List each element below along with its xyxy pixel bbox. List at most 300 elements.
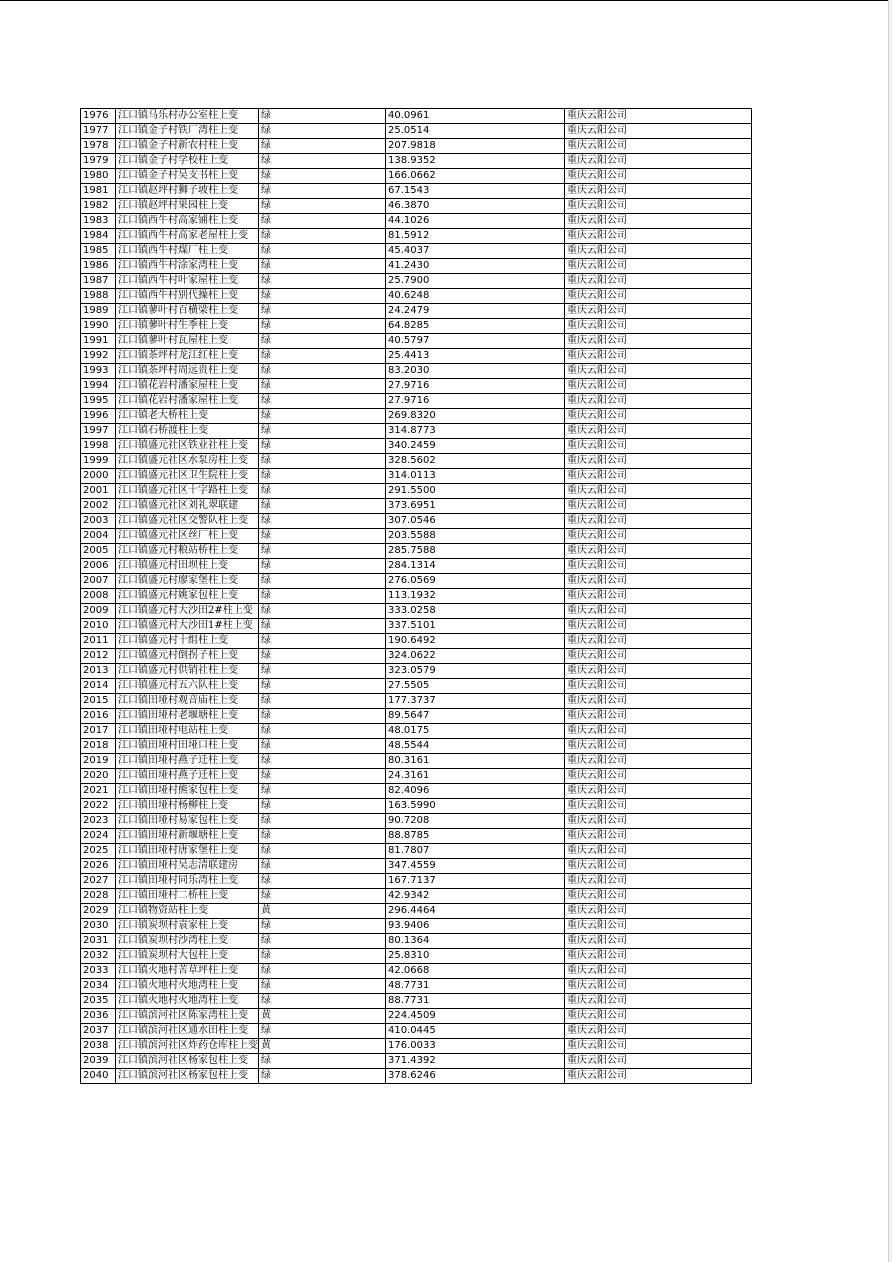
table-row — [81, 529, 752, 544]
status-cell: 绿 — [259, 979, 386, 994]
table-row — [81, 349, 752, 364]
company-cell: 重庆云阳公司 — [565, 874, 752, 889]
row-number-cell: 2039 — [81, 1054, 116, 1069]
table-row — [81, 559, 752, 574]
company-cell: 重庆云阳公司 — [565, 529, 752, 544]
status-cell: 绿 — [259, 739, 386, 754]
transformer-name-cell: 江口镇炭坝村袁家柱上变 — [116, 919, 259, 934]
transformer-name-cell: 江口镇盛元村粮站桥柱上变 — [116, 544, 259, 559]
row-number-cell: 2029 — [81, 904, 116, 919]
status-cell: 绿 — [259, 829, 386, 844]
row-number-cell: 1997 — [81, 424, 116, 439]
capacity-cell: 113.1932 — [386, 589, 565, 604]
status-cell: 绿 — [259, 694, 386, 709]
table-row — [81, 184, 752, 199]
row-number-cell: 1979 — [81, 154, 116, 169]
row-number-cell: 2001 — [81, 484, 116, 499]
company-cell: 重庆云阳公司 — [565, 1054, 752, 1069]
company-cell: 重庆云阳公司 — [565, 589, 752, 604]
table-row — [81, 139, 752, 154]
row-number-cell: 1995 — [81, 394, 116, 409]
row-number-cell: 2032 — [81, 949, 116, 964]
transformer-name-cell: 江口镇金子村学校柱上变 — [116, 154, 259, 169]
company-cell: 重庆云阳公司 — [565, 289, 752, 304]
row-number-cell: 2034 — [81, 979, 116, 994]
company-cell: 重庆云阳公司 — [565, 994, 752, 1009]
transformer-name-cell: 江口镇盛元村姚家包柱上变 — [116, 589, 259, 604]
transformer-name-cell: 江口镇马乐村办公室柱上变 — [116, 109, 259, 124]
table-row — [81, 499, 752, 514]
row-number-cell: 2031 — [81, 934, 116, 949]
company-cell: 重庆云阳公司 — [565, 829, 752, 844]
status-cell: 绿 — [259, 364, 386, 379]
transformer-name-cell: 江口镇田垭村电站柱上变 — [116, 724, 259, 739]
row-number-cell: 1980 — [81, 169, 116, 184]
transformer-name-cell: 江口镇盛元社区交警队柱上变 — [116, 514, 259, 529]
status-cell: 绿 — [259, 454, 386, 469]
company-cell: 重庆云阳公司 — [565, 199, 752, 214]
transformer-name-cell: 江口镇蓼叶村生季柱上变 — [116, 319, 259, 334]
company-cell: 重庆云阳公司 — [565, 439, 752, 454]
transformer-name-cell: 江口镇盛元村大沙田1#柱上变 — [116, 619, 259, 634]
row-number-cell: 2013 — [81, 664, 116, 679]
capacity-cell: 48.7731 — [386, 979, 565, 994]
company-cell: 重庆云阳公司 — [565, 679, 752, 694]
row-number-cell: 2019 — [81, 754, 116, 769]
status-cell: 绿 — [259, 409, 386, 424]
status-cell: 绿 — [259, 604, 386, 619]
transformer-name-cell: 江口镇蓼叶村瓦屋柱上变 — [116, 334, 259, 349]
transformer-name-cell: 江口镇盛元社区水泵房柱上变 — [116, 454, 259, 469]
status-cell: 绿 — [259, 709, 386, 724]
company-cell: 重庆云阳公司 — [565, 544, 752, 559]
transformer-name-cell: 江口镇滨河社区杨家包柱上变 — [116, 1054, 259, 1069]
capacity-cell: 224.4509 — [386, 1009, 565, 1024]
table-row — [81, 364, 752, 379]
capacity-cell: 83.2030 — [386, 364, 565, 379]
table-row — [81, 859, 752, 874]
row-number-cell: 2023 — [81, 814, 116, 829]
table-row — [81, 319, 752, 334]
status-cell: 绿 — [259, 724, 386, 739]
capacity-cell: 371.4392 — [386, 1054, 565, 1069]
table-row — [81, 784, 752, 799]
table-row — [81, 904, 752, 919]
capacity-cell: 328.5602 — [386, 454, 565, 469]
table-row — [81, 829, 752, 844]
row-number-cell: 2007 — [81, 574, 116, 589]
company-cell: 重庆云阳公司 — [565, 379, 752, 394]
transformer-name-cell: 江口镇石桥渡柱上变 — [116, 424, 259, 439]
company-cell: 重庆云阳公司 — [565, 604, 752, 619]
capacity-cell: 45.4037 — [386, 244, 565, 259]
row-number-cell: 2026 — [81, 859, 116, 874]
status-cell: 绿 — [259, 994, 386, 1009]
table-row — [81, 604, 752, 619]
status-cell: 绿 — [259, 799, 386, 814]
capacity-cell: 163.5990 — [386, 799, 565, 814]
company-cell: 重庆云阳公司 — [565, 979, 752, 994]
company-cell: 重庆云阳公司 — [565, 754, 752, 769]
company-cell: 重庆云阳公司 — [565, 619, 752, 634]
transformer-name-cell: 江口镇田垭村田垭口柱上变 — [116, 739, 259, 754]
table-row — [81, 169, 752, 184]
capacity-cell: 373.6951 — [386, 499, 565, 514]
row-number-cell: 1988 — [81, 289, 116, 304]
row-number-cell: 2030 — [81, 919, 116, 934]
row-number-cell: 2018 — [81, 739, 116, 754]
company-cell: 重庆云阳公司 — [565, 499, 752, 514]
status-cell: 绿 — [259, 784, 386, 799]
company-cell: 重庆云阳公司 — [565, 394, 752, 409]
table-row — [81, 424, 752, 439]
capacity-cell: 207.9818 — [386, 139, 565, 154]
table-row — [81, 919, 752, 934]
transformer-name-cell: 江口镇田垭村杨柳柱上变 — [116, 799, 259, 814]
capacity-cell: 80.3161 — [386, 754, 565, 769]
capacity-cell: 40.6248 — [386, 289, 565, 304]
table-row — [81, 439, 752, 454]
status-cell: 绿 — [259, 499, 386, 514]
status-cell: 绿 — [259, 889, 386, 904]
capacity-cell: 378.6246 — [386, 1069, 565, 1084]
row-number-cell: 1996 — [81, 409, 116, 424]
capacity-cell: 93.9406 — [386, 919, 565, 934]
status-cell: 绿 — [259, 109, 386, 124]
capacity-cell: 24.2479 — [386, 304, 565, 319]
transformer-name-cell: 江口镇盛元社区刘礼翠联建 — [116, 499, 259, 514]
row-number-cell: 1981 — [81, 184, 116, 199]
status-cell: 绿 — [259, 1069, 386, 1084]
table-row — [81, 469, 752, 484]
table-row — [81, 949, 752, 964]
row-number-cell: 2028 — [81, 889, 116, 904]
status-cell: 绿 — [259, 199, 386, 214]
status-cell: 绿 — [259, 964, 386, 979]
row-number-cell: 2022 — [81, 799, 116, 814]
transformer-name-cell: 江口镇物资站柱上变 — [116, 904, 259, 919]
transformer-table — [80, 108, 752, 1084]
status-cell: 绿 — [259, 844, 386, 859]
capacity-cell: 27.5505 — [386, 679, 565, 694]
company-cell: 重庆云阳公司 — [565, 169, 752, 184]
table-row — [81, 874, 752, 889]
company-cell: 重庆云阳公司 — [565, 409, 752, 424]
status-cell: 绿 — [259, 379, 386, 394]
table-row — [81, 694, 752, 709]
transformer-name-cell: 江口镇火地村火地湾柱上变 — [116, 994, 259, 1009]
table-row — [81, 154, 752, 169]
capacity-cell: 25.4413 — [386, 349, 565, 364]
table-row — [81, 739, 752, 754]
capacity-cell: 81.5912 — [386, 229, 565, 244]
transformer-name-cell: 江口镇盛元村大沙田2#柱上变 — [116, 604, 259, 619]
row-number-cell: 2005 — [81, 544, 116, 559]
table-row — [81, 379, 752, 394]
capacity-cell: 138.9352 — [386, 154, 565, 169]
company-cell: 重庆云阳公司 — [565, 964, 752, 979]
row-number-cell: 1992 — [81, 349, 116, 364]
company-cell: 重庆云阳公司 — [565, 634, 752, 649]
row-number-cell: 2012 — [81, 649, 116, 664]
capacity-cell: 64.8285 — [386, 319, 565, 334]
table-row — [81, 124, 752, 139]
status-cell: 绿 — [259, 1054, 386, 1069]
transformer-name-cell: 江口镇花岩村潘家屋柱上变 — [116, 394, 259, 409]
capacity-cell: 167.7137 — [386, 874, 565, 889]
capacity-cell: 80.1364 — [386, 934, 565, 949]
status-cell: 绿 — [259, 469, 386, 484]
row-number-cell: 1999 — [81, 454, 116, 469]
status-cell: 绿 — [259, 124, 386, 139]
transformer-name-cell: 江口镇西牛村高家铺柱上变 — [116, 214, 259, 229]
company-cell: 重庆云阳公司 — [565, 109, 752, 124]
transformer-name-cell: 江口镇火地村火地湾柱上变 — [116, 979, 259, 994]
page-top-border — [0, 0, 892, 1]
row-number-cell: 1986 — [81, 259, 116, 274]
company-cell: 重庆云阳公司 — [565, 319, 752, 334]
company-cell: 重庆云阳公司 — [565, 904, 752, 919]
transformer-name-cell: 江口镇炭坝村大包柱上变 — [116, 949, 259, 964]
transformer-name-cell: 江口镇田垭村熊家包柱上变 — [116, 784, 259, 799]
row-number-cell: 1978 — [81, 139, 116, 154]
row-number-cell: 2014 — [81, 679, 116, 694]
row-number-cell: 2000 — [81, 469, 116, 484]
table-row — [81, 574, 752, 589]
company-cell: 重庆云阳公司 — [565, 769, 752, 784]
transformer-name-cell: 江口镇盛元村供销社柱上变 — [116, 664, 259, 679]
status-cell: 绿 — [259, 484, 386, 499]
row-number-cell: 2027 — [81, 874, 116, 889]
row-number-cell: 1991 — [81, 334, 116, 349]
capacity-cell: 314.8773 — [386, 424, 565, 439]
company-cell: 重庆云阳公司 — [565, 784, 752, 799]
row-number-cell: 1994 — [81, 379, 116, 394]
table-row — [81, 754, 752, 769]
status-cell: 绿 — [259, 394, 386, 409]
capacity-cell: 88.7731 — [386, 994, 565, 1009]
table-row — [81, 394, 752, 409]
transformer-name-cell: 江口镇滨河社区通水田柱上变 — [116, 1024, 259, 1039]
status-cell: 绿 — [259, 439, 386, 454]
capacity-cell: 324.0622 — [386, 649, 565, 664]
capacity-cell: 42.9342 — [386, 889, 565, 904]
transformer-name-cell: 江口镇田垭村新堰塘柱上变 — [116, 829, 259, 844]
company-cell: 重庆云阳公司 — [565, 814, 752, 829]
capacity-cell: 340.2459 — [386, 439, 565, 454]
row-number-cell: 2006 — [81, 559, 116, 574]
transformer-name-cell: 江口镇西牛村煤厂柱上变 — [116, 244, 259, 259]
table-row — [81, 244, 752, 259]
capacity-cell: 27.9716 — [386, 379, 565, 394]
transformer-name-cell: 江口镇滨河社区陈家湾柱上变 — [116, 1009, 259, 1024]
company-cell: 重庆云阳公司 — [565, 919, 752, 934]
capacity-cell: 25.0514 — [386, 124, 565, 139]
table-row — [81, 589, 752, 604]
status-cell: 绿 — [259, 919, 386, 934]
capacity-cell: 337.5101 — [386, 619, 565, 634]
transformer-name-cell: 江口镇田垭村吴志清联建房 — [116, 859, 259, 874]
capacity-cell: 284.1314 — [386, 559, 565, 574]
transformer-name-cell: 江口镇盛元社区丝厂柱上变 — [116, 529, 259, 544]
capacity-cell: 176.0033 — [386, 1039, 565, 1054]
capacity-cell: 190.6492 — [386, 634, 565, 649]
company-cell: 重庆云阳公司 — [565, 574, 752, 589]
status-cell: 绿 — [259, 544, 386, 559]
table-row — [81, 889, 752, 904]
row-number-cell: 2009 — [81, 604, 116, 619]
status-cell: 绿 — [259, 664, 386, 679]
row-number-cell: 1976 — [81, 109, 116, 124]
row-number-cell: 1990 — [81, 319, 116, 334]
status-cell: 绿 — [259, 514, 386, 529]
capacity-cell: 410.0445 — [386, 1024, 565, 1039]
transformer-name-cell: 江口镇赵坪村果园柱上变 — [116, 199, 259, 214]
transformer-name-cell: 江口镇盛元社区卫生院柱上变 — [116, 469, 259, 484]
table-row — [81, 814, 752, 829]
company-cell: 重庆云阳公司 — [565, 709, 752, 724]
status-cell: 绿 — [259, 349, 386, 364]
table-row — [81, 304, 752, 319]
capacity-cell: 90.7208 — [386, 814, 565, 829]
company-cell: 重庆云阳公司 — [565, 694, 752, 709]
company-cell: 重庆云阳公司 — [565, 739, 752, 754]
table-row — [81, 1054, 752, 1069]
table-row — [81, 1009, 752, 1024]
transformer-name-cell: 江口镇滨河社区炸药仓库柱上变 — [116, 1039, 259, 1054]
transformer-name-cell: 江口镇金子村吴支书柱上变 — [116, 169, 259, 184]
capacity-cell: 48.0175 — [386, 724, 565, 739]
status-cell: 绿 — [259, 424, 386, 439]
table-row — [81, 109, 752, 124]
table-body — [81, 109, 752, 1084]
company-cell: 重庆云阳公司 — [565, 274, 752, 289]
capacity-cell: 89.5647 — [386, 709, 565, 724]
status-cell: 绿 — [259, 619, 386, 634]
status-cell: 绿 — [259, 859, 386, 874]
company-cell: 重庆云阳公司 — [565, 154, 752, 169]
status-cell: 绿 — [259, 874, 386, 889]
row-number-cell: 2008 — [81, 589, 116, 604]
table-row — [81, 199, 752, 214]
page-right-edge — [888, 0, 892, 1262]
transformer-name-cell: 江口镇金子村铁厂湾柱上变 — [116, 124, 259, 139]
table-row — [81, 634, 752, 649]
transformer-name-cell: 江口镇西牛村叶家屋柱上变 — [116, 274, 259, 289]
transformer-name-cell: 江口镇炭坝村沙湾柱上变 — [116, 934, 259, 949]
row-number-cell: 2036 — [81, 1009, 116, 1024]
transformer-name-cell: 江口镇田垭村二桥柱上变 — [116, 889, 259, 904]
transformer-name-cell: 江口镇老大桥柱上变 — [116, 409, 259, 424]
status-cell: 绿 — [259, 334, 386, 349]
table-row — [81, 724, 752, 739]
company-cell: 重庆云阳公司 — [565, 559, 752, 574]
transformer-name-cell: 江口镇金子村新农村柱上变 — [116, 139, 259, 154]
table-row — [81, 994, 752, 1009]
company-cell: 重庆云阳公司 — [565, 1039, 752, 1054]
company-cell: 重庆云阳公司 — [565, 484, 752, 499]
company-cell: 重庆云阳公司 — [565, 229, 752, 244]
row-number-cell: 2016 — [81, 709, 116, 724]
capacity-cell: 166.0662 — [386, 169, 565, 184]
transformer-name-cell: 江口镇盛元村田坝柱上变 — [116, 559, 259, 574]
company-cell: 重庆云阳公司 — [565, 1009, 752, 1024]
status-cell: 绿 — [259, 649, 386, 664]
status-cell: 绿 — [259, 304, 386, 319]
status-cell: 绿 — [259, 244, 386, 259]
status-cell: 绿 — [259, 634, 386, 649]
capacity-cell: 276.0569 — [386, 574, 565, 589]
transformer-name-cell: 江口镇盛元村五六队柱上变 — [116, 679, 259, 694]
transformer-name-cell: 江口镇西牛村高家老屋柱上变 — [116, 229, 259, 244]
table-row — [81, 229, 752, 244]
status-cell: 绿 — [259, 289, 386, 304]
table-row — [81, 514, 752, 529]
capacity-cell: 291.5500 — [386, 484, 565, 499]
transformer-name-cell: 江口镇西牛村涂家湾柱上变 — [116, 259, 259, 274]
capacity-cell: 40.5797 — [386, 334, 565, 349]
row-number-cell: 2002 — [81, 499, 116, 514]
table-row — [81, 334, 752, 349]
company-cell: 重庆云阳公司 — [565, 454, 752, 469]
status-cell: 绿 — [259, 214, 386, 229]
status-cell: 绿 — [259, 319, 386, 334]
capacity-cell: 333.0258 — [386, 604, 565, 619]
company-cell: 重庆云阳公司 — [565, 799, 752, 814]
row-number-cell: 2040 — [81, 1069, 116, 1084]
row-number-cell: 1989 — [81, 304, 116, 319]
table-row — [81, 709, 752, 724]
capacity-cell: 42.0668 — [386, 964, 565, 979]
transformer-name-cell: 江口镇茶坪村龙江红柱上变 — [116, 349, 259, 364]
table-row — [81, 934, 752, 949]
transformer-name-cell: 江口镇盛元村倒拐子柱上变 — [116, 649, 259, 664]
row-number-cell: 2004 — [81, 529, 116, 544]
row-number-cell: 2025 — [81, 844, 116, 859]
capacity-cell: 88.8785 — [386, 829, 565, 844]
company-cell: 重庆云阳公司 — [565, 844, 752, 859]
capacity-cell: 296.4464 — [386, 904, 565, 919]
status-cell: 绿 — [259, 1024, 386, 1039]
capacity-cell: 347.4559 — [386, 859, 565, 874]
capacity-cell: 40.0961 — [386, 109, 565, 124]
company-cell: 重庆云阳公司 — [565, 259, 752, 274]
company-cell: 重庆云阳公司 — [565, 514, 752, 529]
table-row — [81, 799, 752, 814]
capacity-cell: 41.2430 — [386, 259, 565, 274]
company-cell: 重庆云阳公司 — [565, 424, 752, 439]
capacity-cell: 25.7900 — [386, 274, 565, 289]
table-row — [81, 979, 752, 994]
company-cell: 重庆云阳公司 — [565, 184, 752, 199]
table-row — [81, 679, 752, 694]
capacity-cell: 82.4096 — [386, 784, 565, 799]
capacity-cell: 81.7807 — [386, 844, 565, 859]
company-cell: 重庆云阳公司 — [565, 1069, 752, 1084]
capacity-cell: 46.3870 — [386, 199, 565, 214]
transformer-name-cell: 江口镇花岩村潘家屋柱上变 — [116, 379, 259, 394]
table-row — [81, 1024, 752, 1039]
table-row — [81, 544, 752, 559]
transformer-name-cell: 江口镇盛元社区铁业社柱上变 — [116, 439, 259, 454]
capacity-cell: 269.8320 — [386, 409, 565, 424]
row-number-cell: 1985 — [81, 244, 116, 259]
company-cell: 重庆云阳公司 — [565, 469, 752, 484]
transformer-name-cell: 江口镇盛元社区十字路柱上变 — [116, 484, 259, 499]
table-row — [81, 409, 752, 424]
capacity-cell: 314.0113 — [386, 469, 565, 484]
transformer-name-cell: 江口镇火地村苦草坪柱上变 — [116, 964, 259, 979]
